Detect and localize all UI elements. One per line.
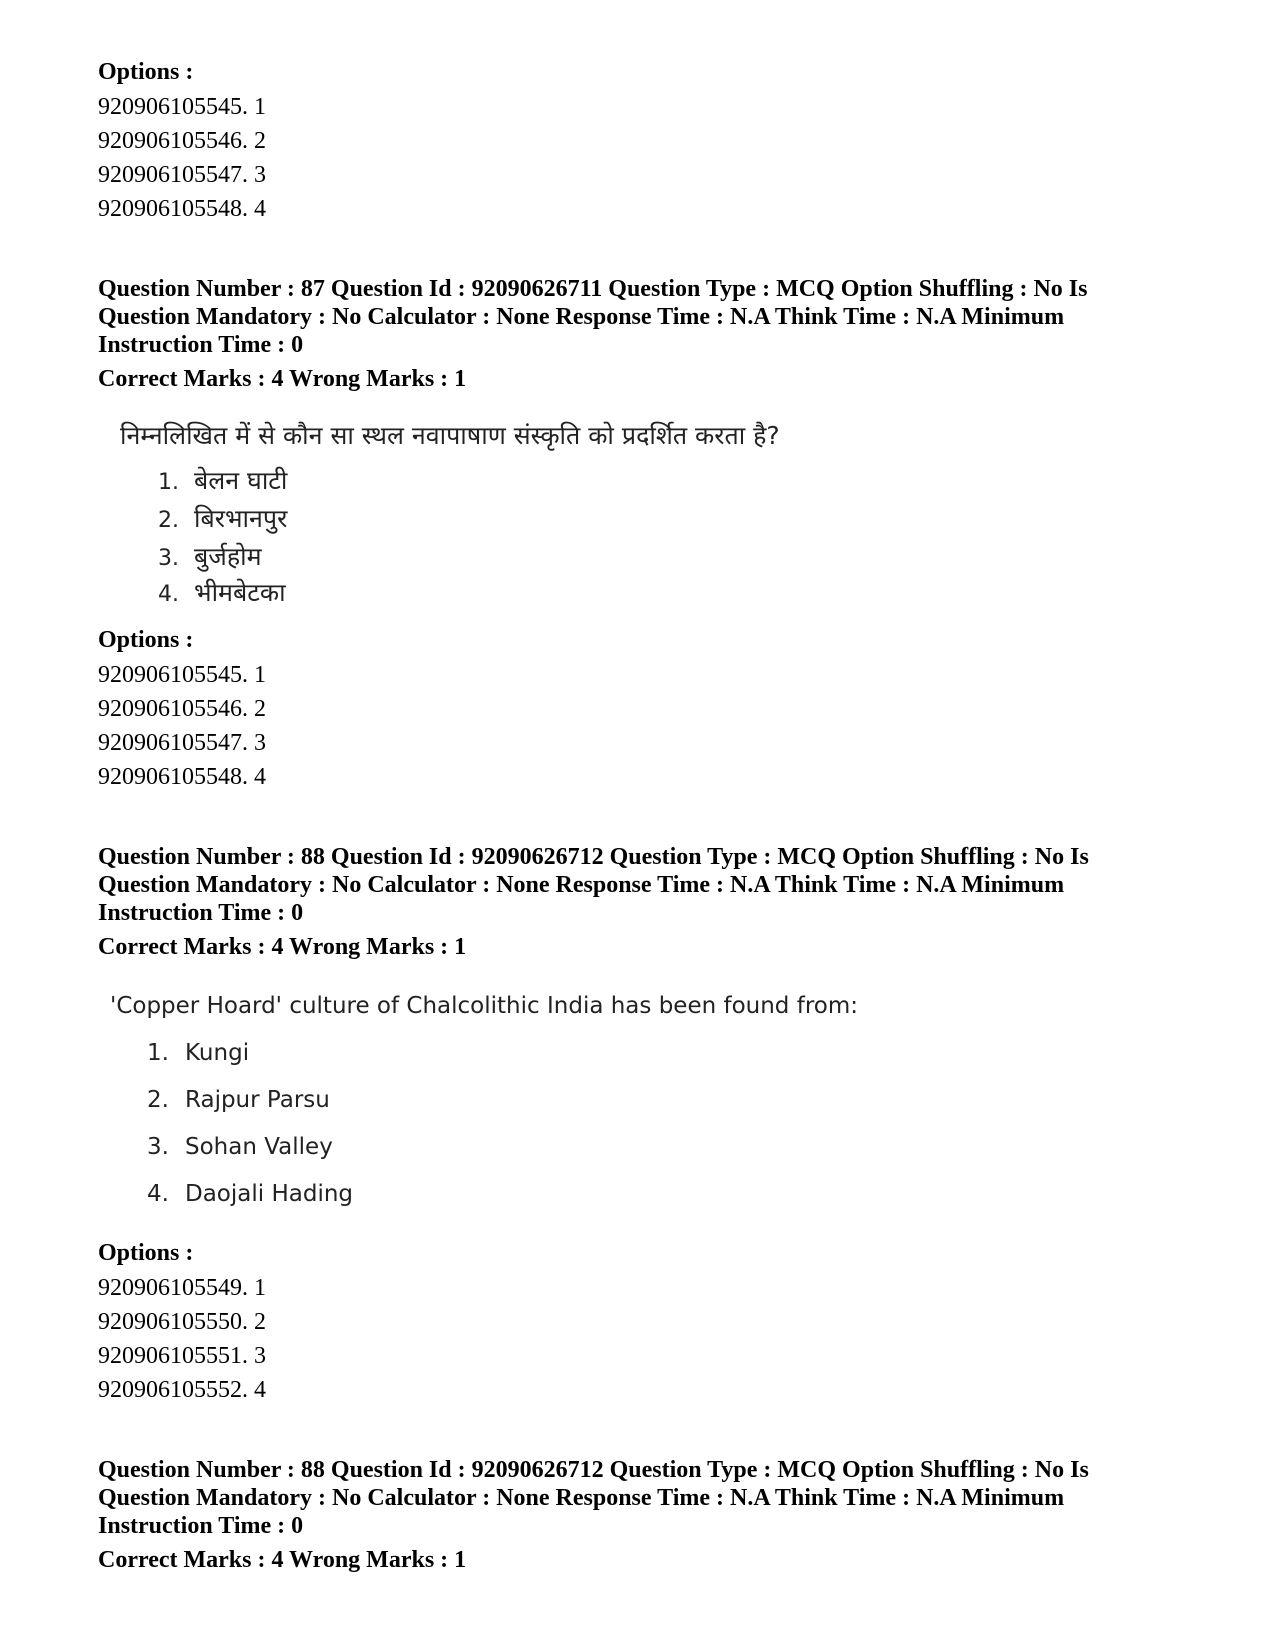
item-number: 3. [158,546,179,571]
question-header [98,843,1198,961]
item-text: बुर्जहोम [194,542,262,571]
question-item [147,1181,353,1207]
question-item [158,501,287,535]
item-text: बिरभानपुर [194,504,288,533]
question-stem: 'Copper Hoard' culture of Chalcolithic India has been found from: [110,993,858,1019]
options-section [98,626,1198,794]
option-line: 920906105547. 3 [98,162,266,188]
question-meta-line: Question Mandatory : No Calculator : None Response Time : N.A Think Time : N.A Minimum [98,872,1065,898]
question-header [98,275,1198,393]
options-label: Options : [98,627,194,653]
item-number: 1. [158,470,179,495]
question-meta-line: Instruction Time : 0 [98,900,304,926]
question-header [98,1456,1198,1574]
options-section [98,1239,1198,1407]
item-text: भीमबेटका [194,578,286,607]
question-item [158,575,286,609]
item-text: Rajpur Parsu [185,1087,330,1113]
option-line: 920906105548. 4 [98,196,266,222]
options-label: Options : [98,1240,194,1266]
question-meta-line: Question Number : 88 Question Id : 92090626712 Question Type : MCQ Option Shuffling : No Is [98,844,1089,870]
option-line: 920906105545. 1 [98,662,266,688]
marks-line: Correct Marks : 4 Wrong Marks : 1 [98,934,467,960]
item-text: Daojali Hading [185,1181,354,1207]
question-stem: निम्नलिखित में से कौन सा स्थल नवापाषाण संस्कृति को प्रदर्शित करता है? [120,421,780,450]
question-item [147,1040,249,1066]
question-meta-line: Instruction Time : 0 [98,332,304,358]
option-line: 920906105551. 3 [98,1343,266,1369]
option-line: 920906105550. 2 [98,1309,266,1335]
question-item [158,463,287,497]
item-number: 3. [147,1134,169,1160]
question-meta-line: Instruction Time : 0 [98,1513,304,1539]
marks-line: Correct Marks : 4 Wrong Marks : 1 [98,366,467,392]
options-section [98,58,1198,226]
marks-line: Correct Marks : 4 Wrong Marks : 1 [98,1547,467,1573]
question-item [147,1134,333,1160]
option-line: 920906105552. 4 [98,1377,266,1403]
question-meta-line: Question Number : 87 Question Id : 92090626711 Question Type : MCQ Option Shuffling : No Is [98,276,1088,302]
item-number: 4. [158,582,179,607]
options-label: Options : [98,59,194,85]
item-number: 2. [158,508,179,533]
question-meta-line: Question Mandatory : No Calculator : None Response Time : N.A Think Time : N.A Minimum [98,304,1065,330]
question-item [147,1087,330,1113]
item-number: 1. [147,1040,169,1066]
option-line: 920906105548. 4 [98,764,266,790]
option-line: 920906105546. 2 [98,696,266,722]
question-item [158,539,262,573]
question-meta-line: Question Number : 88 Question Id : 92090626712 Question Type : MCQ Option Shuffling : No Is [98,1457,1089,1483]
option-line: 920906105549. 1 [98,1275,266,1301]
question-meta-line: Question Mandatory : No Calculator : None Response Time : N.A Think Time : N.A Minimum [98,1485,1065,1511]
option-line: 920906105547. 3 [98,730,266,756]
option-line: 920906105545. 1 [98,94,266,120]
item-text: बेलन घाटी [194,466,288,495]
item-text: Sohan Valley [185,1134,333,1160]
item-number: 2. [147,1087,169,1113]
item-text: Kungi [185,1040,250,1066]
item-number: 4. [147,1181,169,1207]
option-line: 920906105546. 2 [98,128,266,154]
